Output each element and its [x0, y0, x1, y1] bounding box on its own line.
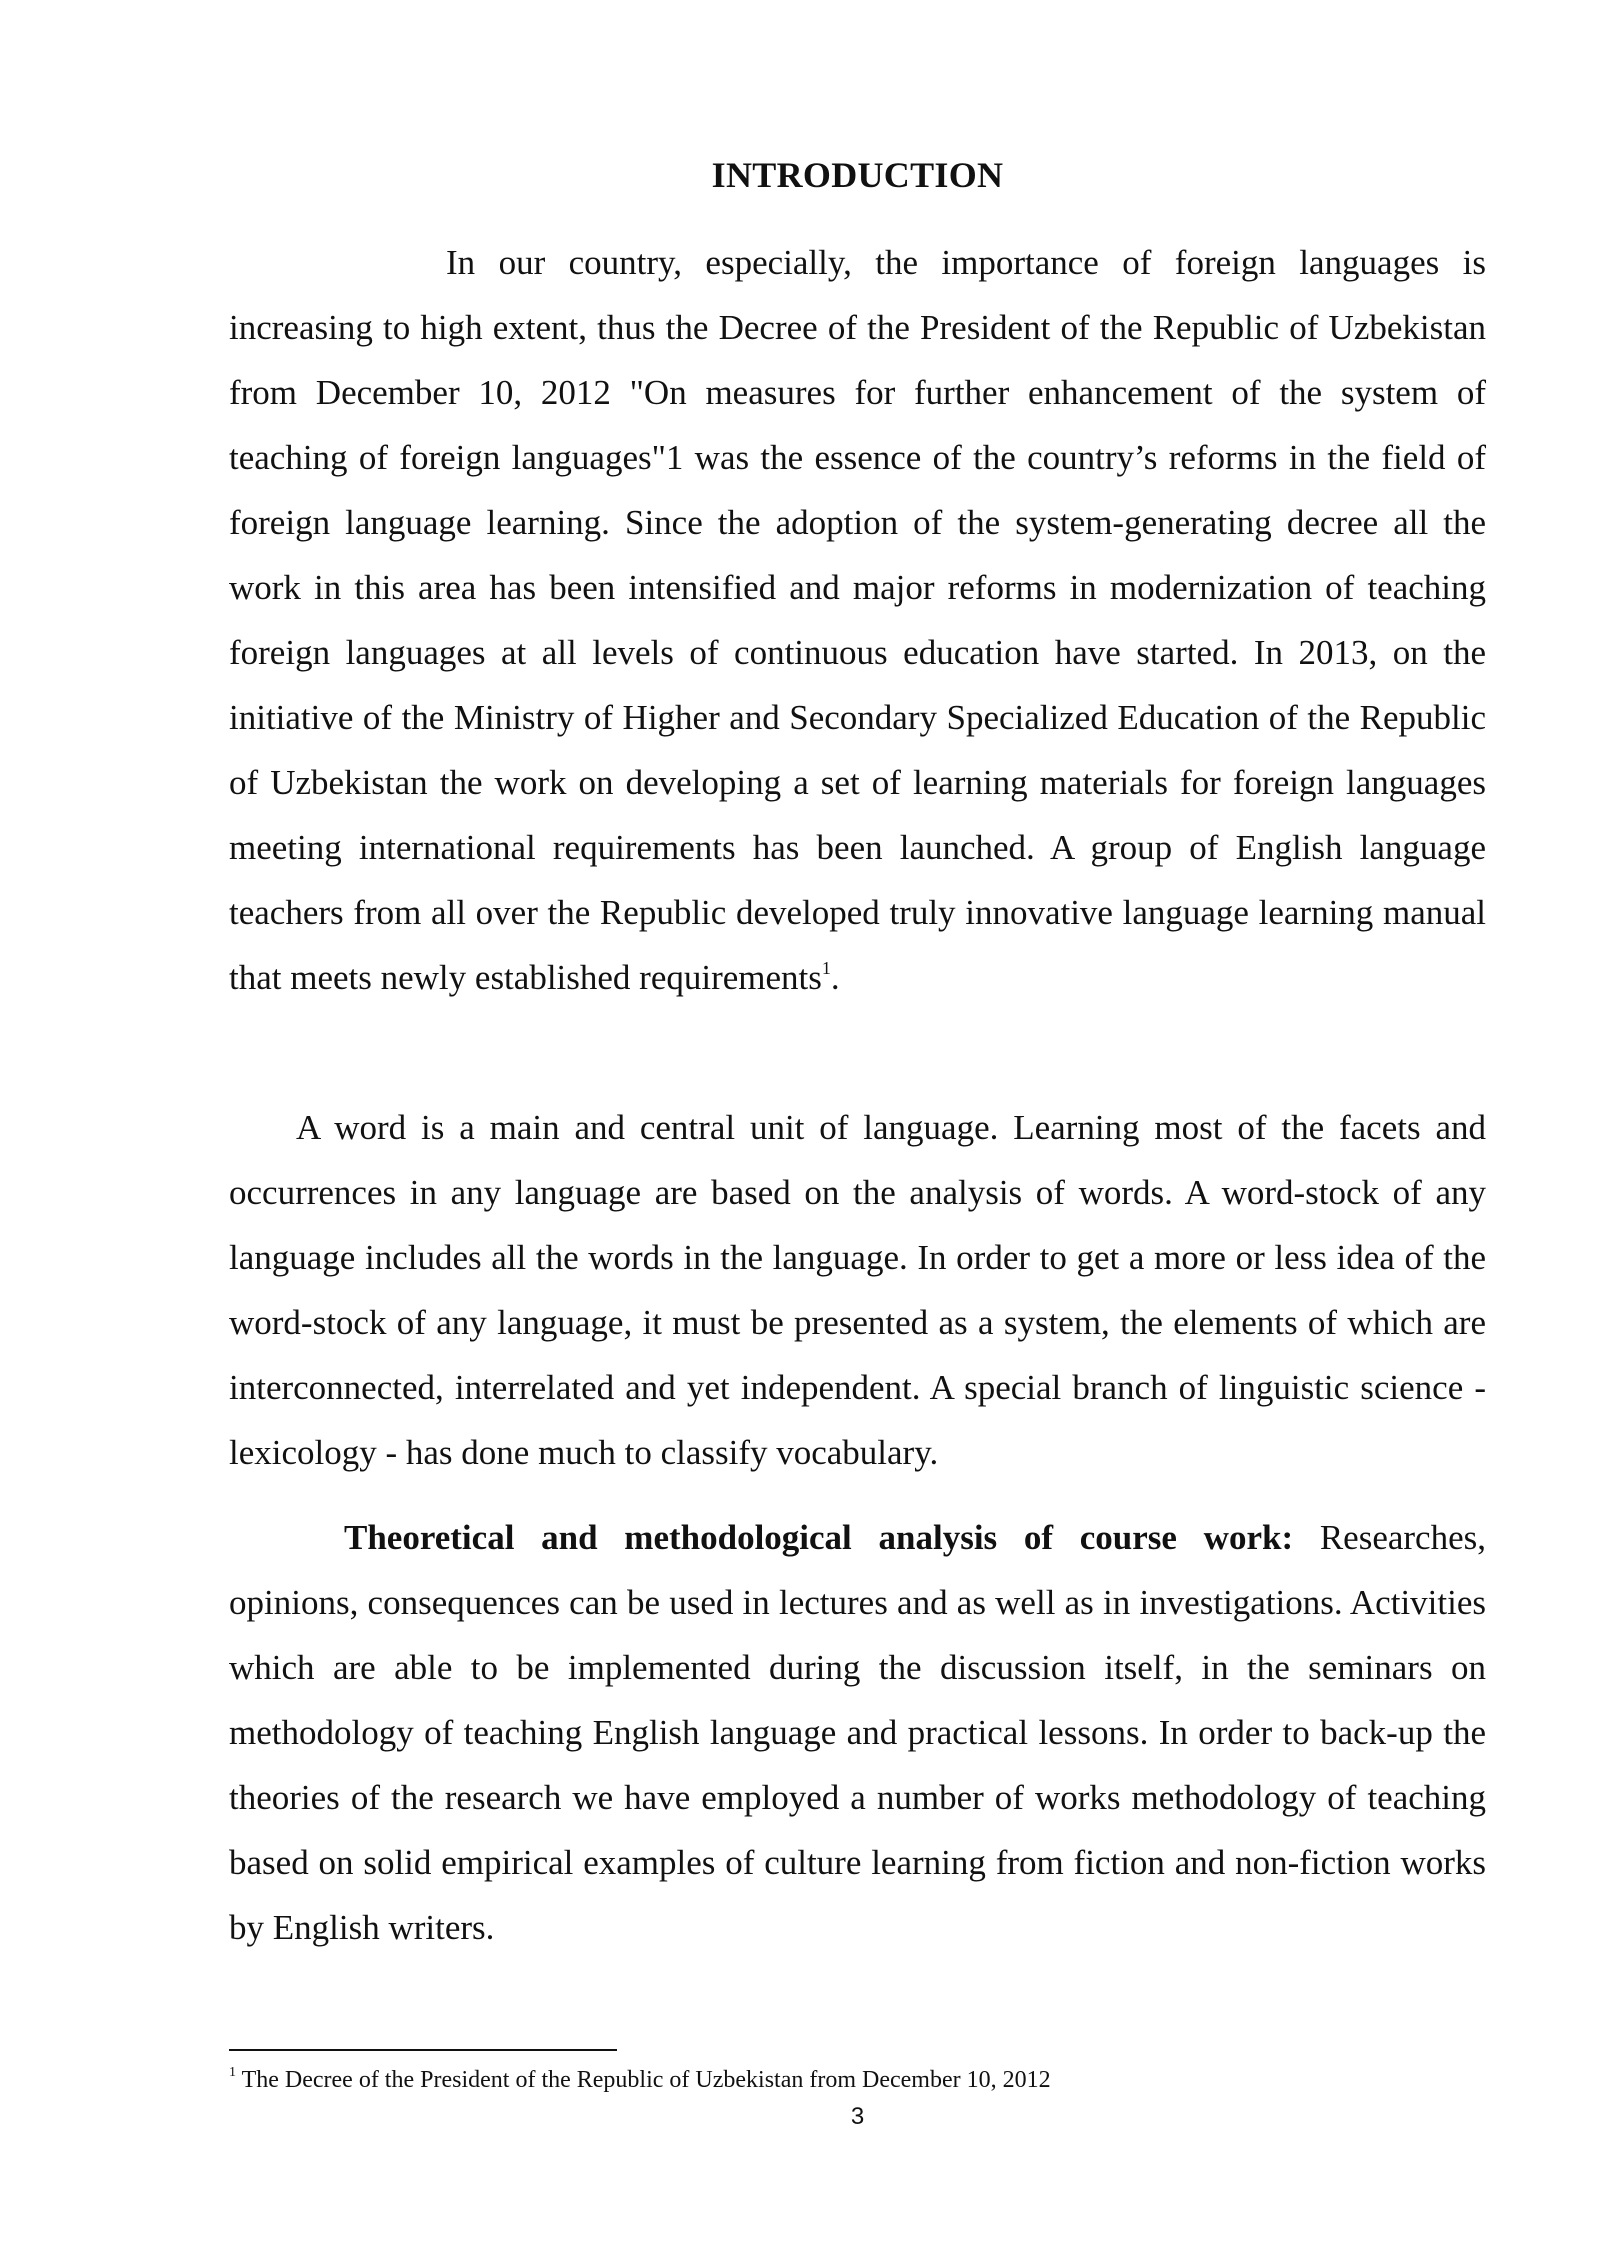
paragraph-word-unit: A word is a main and central unit of language. Learning most of the facets and occurrences in any language are based on the analysis of words. A word-stock of any language includes all the words in the language. In order to get a more or less idea of the word-stock of any language, it must be presented as a system, the elements of which are interconnected, interrelated and yet independent. A special branch of linguistic science - lexicology - has done much to classify vocabulary.: [229, 1108, 1486, 1472]
paragraph-decree: [229, 230, 1486, 1010]
page-title: INTRODUCTION: [711, 155, 1004, 195]
paragraph-analysis: [229, 1505, 1486, 1960]
paragraph-analysis-text: Researches, opinions, consequences can be used in lectures and as well as in investigations. Activities which are able to be implemented during the discussion itself, in the seminars on methodology of teaching English language and practical lessons. In order to back-up the theories of the research we have employed a number of works methodology of teaching based on solid empirical examples of culture learning from fiction and non-fiction works by English writers.: [229, 1518, 1486, 1947]
footnote-reference[interactable]: 1: [821, 958, 831, 979]
footnote: [229, 2065, 1486, 2095]
footnote-text: The Decree of the President of the Republic of Uzbekistan from December 10, 2012: [236, 2067, 1051, 2093]
paragraph-decree-text: In our country, especially, the importance of foreign languages is increasing to high extent, thus the Decree of the President of the Republic of Uzbekistan from December 10, 2012 "On measures for further enhancement of the system of teaching of foreign languages"1 was the essence of the country’s reforms in the field of foreign language learning. Since the adoption of the system-generating decree all the work in this area has been intensified and major reforms in modernization of teaching foreign languages at all levels of continuous education have started. In 2013, on the initiative of the Ministry of Higher and Secondary Specialized Education of the Republic of Uzbekistan the work on developing a set of learning materials for foreign languages meeting international requirements has been launched. A group of English language teachers from all over the Republic developed truly innovative language learning manual that meets newly established requirements: [229, 243, 1486, 997]
paragraph-decree-end: .: [830, 958, 840, 997]
footnote-marker: 1: [229, 2065, 236, 2080]
paragraph-analysis-lead: Theoretical and methodological analysis of course work:: [344, 1518, 1294, 1557]
page-number: 3: [850, 2103, 865, 2130]
footnote-separator: [229, 2049, 617, 2051]
